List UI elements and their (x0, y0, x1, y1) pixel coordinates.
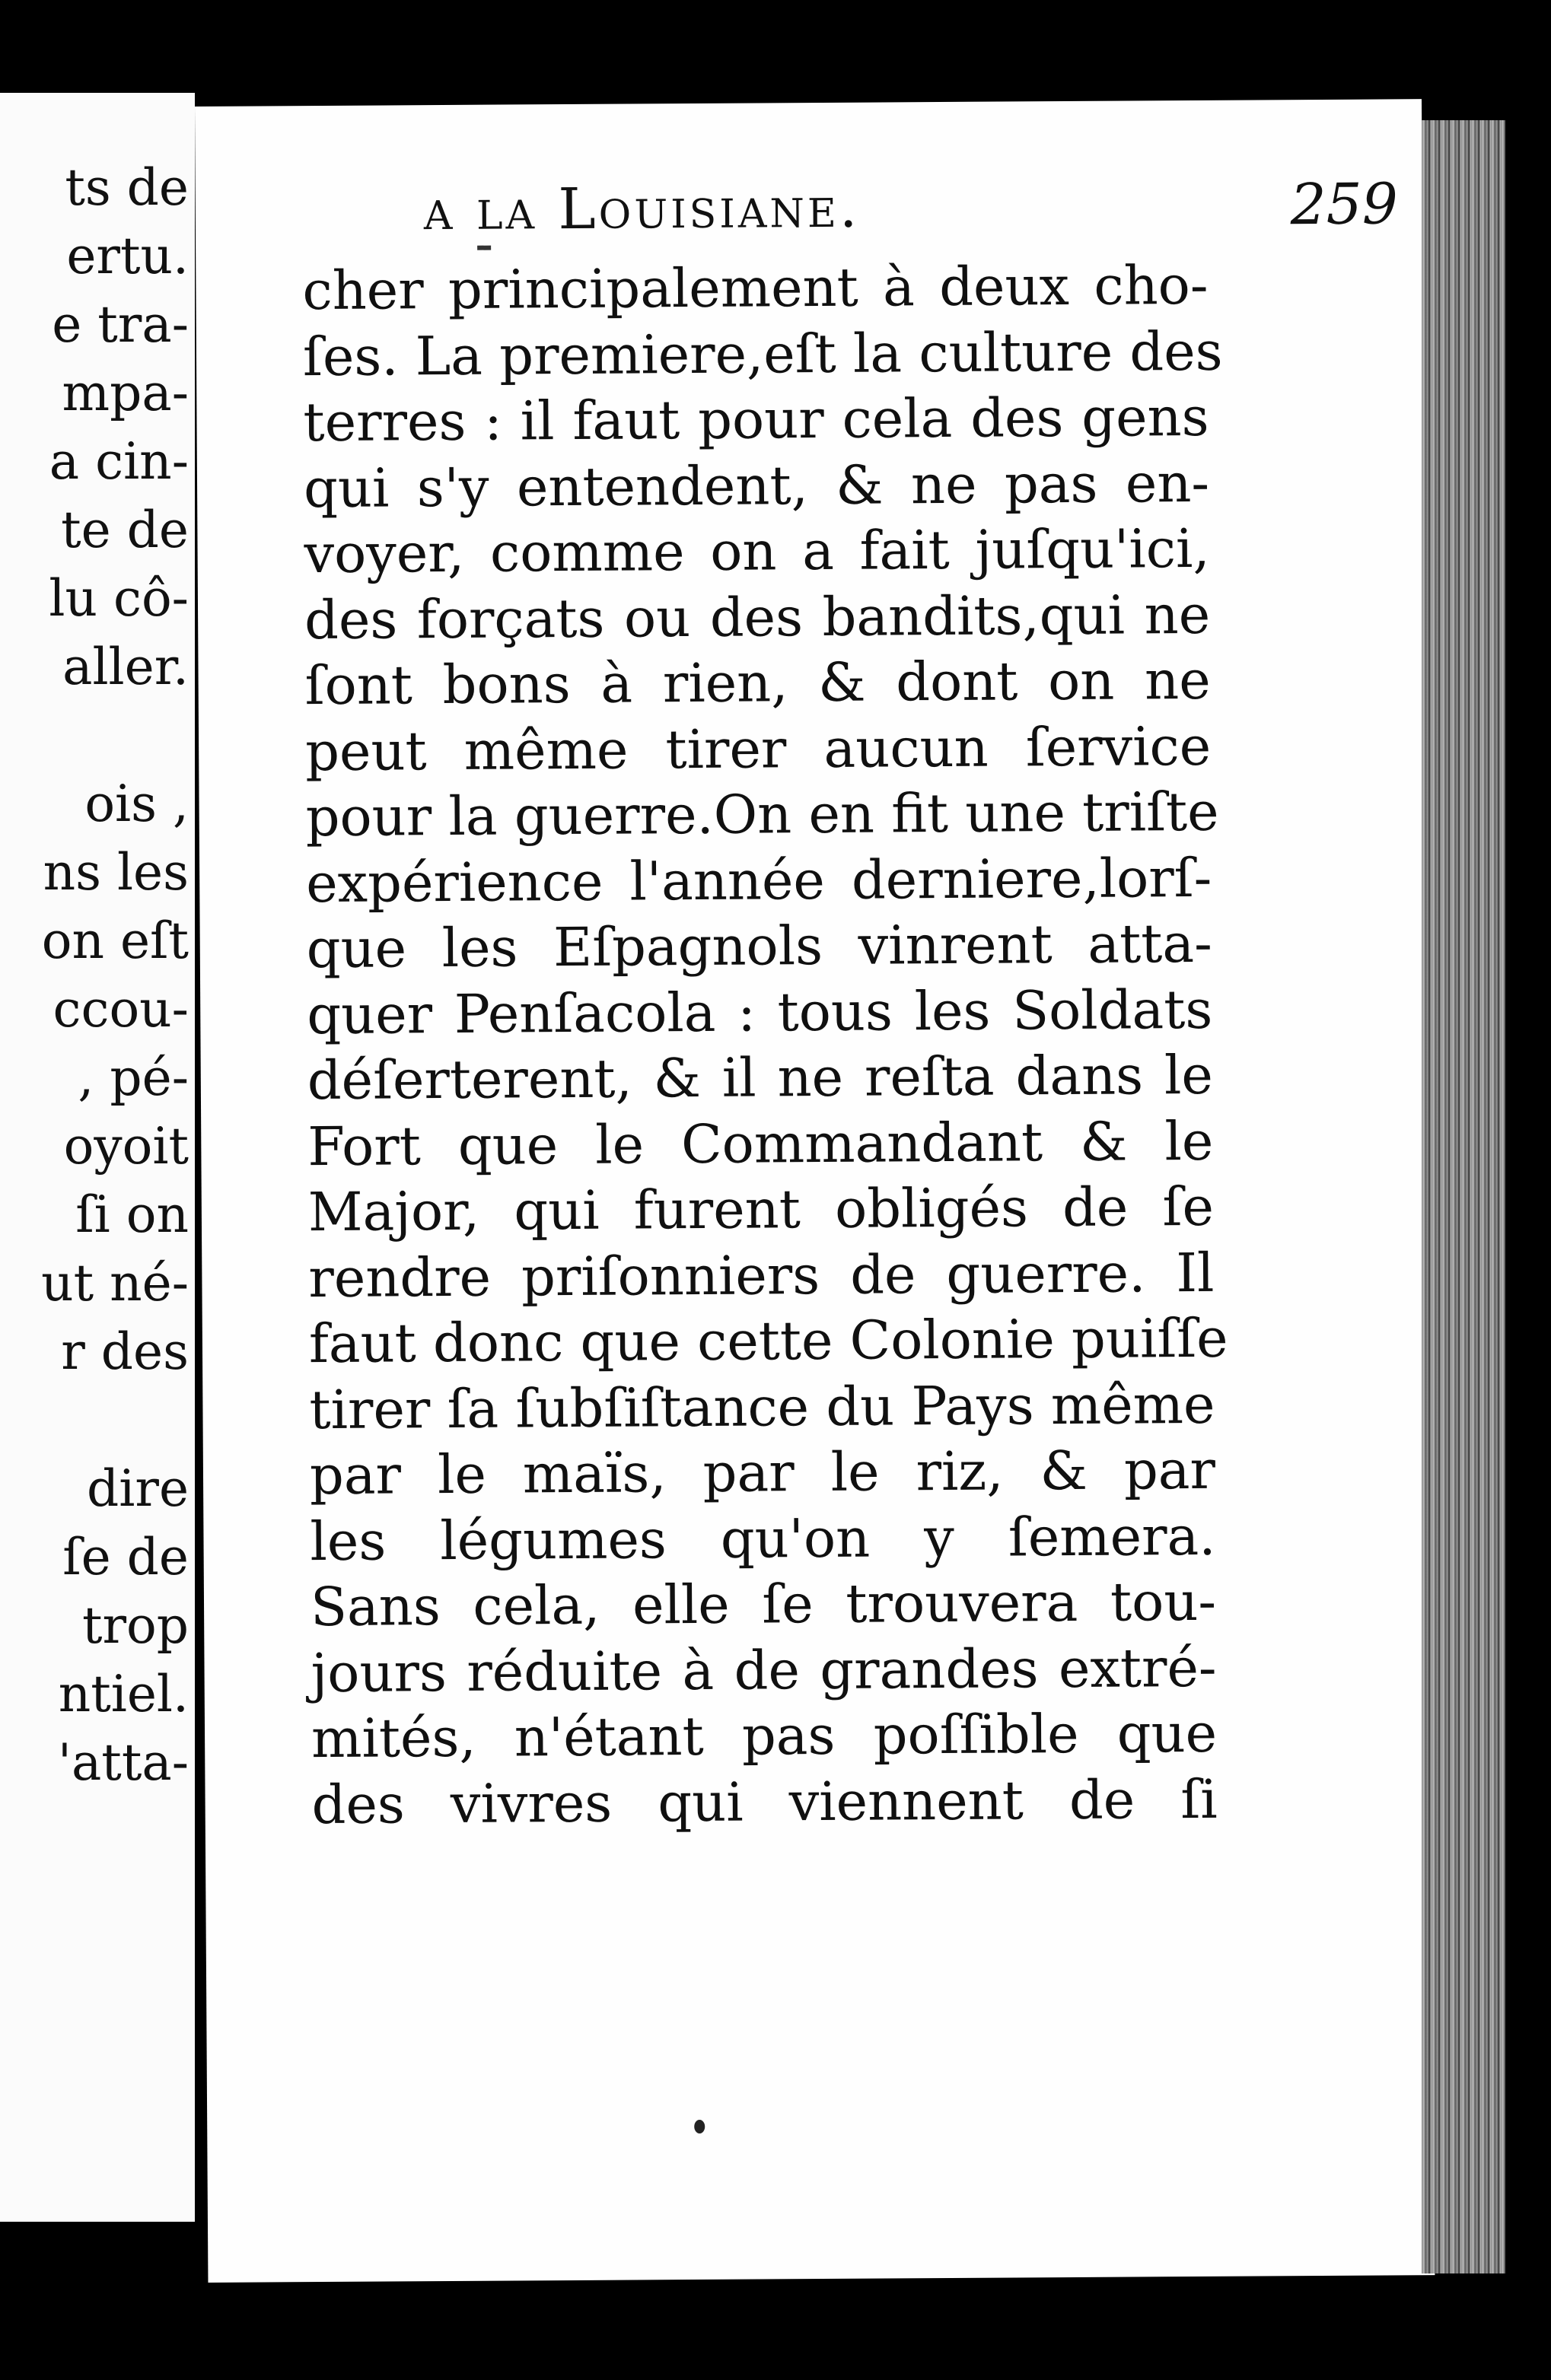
text-line: quer Penſacola : tous les Soldats (307, 978, 1213, 1046)
text-line: des forçats ou des bandits,qui ne (304, 583, 1211, 651)
left-page-line: ut né- (41, 1254, 189, 1312)
left-page-line: ntiel. (58, 1665, 189, 1723)
left-page-line: a cin- (49, 432, 189, 491)
text-line: mités, n'étant pas poſſible que (311, 1701, 1218, 1771)
left-page-line: aller. (62, 638, 189, 696)
page-number: 259 (1290, 171, 1399, 238)
page-edge (1422, 120, 1505, 2273)
left-page-line: ois , (84, 775, 189, 833)
text-line: Major, qui furent obligés de ſe (307, 1175, 1215, 1244)
left-page-line: ccou- (53, 980, 189, 1039)
left-page-line: dire (87, 1459, 189, 1518)
text-line: cher principalement à deux cho- (302, 253, 1209, 323)
text-line: Fort que le Commandant & le (307, 1109, 1214, 1178)
text-line: voyer, comme on a fait juſqu'ici, (304, 517, 1210, 586)
left-page-line: ertu. (66, 227, 189, 285)
left-page-line: lu cô- (49, 569, 189, 628)
ink-dot (694, 2120, 705, 2133)
left-page-line: e tra- (52, 295, 189, 354)
text-line: expérience l'année derniere,lorſ- (305, 846, 1212, 915)
left-page-line: on eſt (41, 912, 189, 970)
left-page-line: ſe de (62, 1528, 189, 1586)
running-title: a la Louisiane. (423, 174, 861, 243)
text-line: faut donc que cette Colonie puiſſe (308, 1306, 1228, 1376)
text-line: que les Eſpagnols vinrent atta- (306, 912, 1212, 981)
left-page-line: ſi on (75, 1185, 189, 1244)
text-line: terres : il faut pour cela des gens (303, 385, 1209, 454)
text-line: Sans cela, elle ſe trouvera tou- (310, 1570, 1217, 1639)
body-text (302, 253, 1228, 1838)
left-page-line: , pé- (78, 1048, 189, 1107)
main-page (195, 99, 1435, 2283)
text-line: par le maïs, par le riz, & par (309, 1438, 1216, 1507)
text-line: pour la guerre.On en fit une triſte (305, 780, 1219, 849)
text-line: les légumes qu'on y ſemera. (310, 1504, 1216, 1573)
text-line: peut même tirer aucun ſervice (304, 714, 1212, 783)
left-page-line: oyoit (63, 1117, 189, 1176)
text-line: des vivres qui viennent de ſi (311, 1768, 1218, 1836)
left-page-line: te de (61, 501, 189, 559)
text-line: ſes. La premiere,eſt la culture des (302, 320, 1223, 388)
text-line: ſont bons à rien, & dont on ne (304, 648, 1211, 718)
text-line: qui s'y entendent, & ne pas en- (303, 451, 1210, 520)
left-page-fragment (0, 93, 195, 2222)
left-page-line: 'atta- (57, 1733, 189, 1792)
running-head (424, 171, 1399, 253)
text-line: rendre priſonniers de guerre. Il (308, 1241, 1215, 1309)
left-page-line: trop (81, 1596, 189, 1655)
left-page-line: ts de (65, 158, 189, 217)
text-line: déſerterent, & il ne reſta dans le (307, 1043, 1214, 1112)
left-page-line: ns les (43, 843, 189, 902)
text-line: jours réduite à de grandes extré- (311, 1636, 1217, 1704)
text-line: tirer ſa ſubſiſtance du Pays même (309, 1373, 1215, 1441)
left-page-line: r des (61, 1322, 189, 1381)
left-page-line: mpa- (62, 364, 189, 422)
